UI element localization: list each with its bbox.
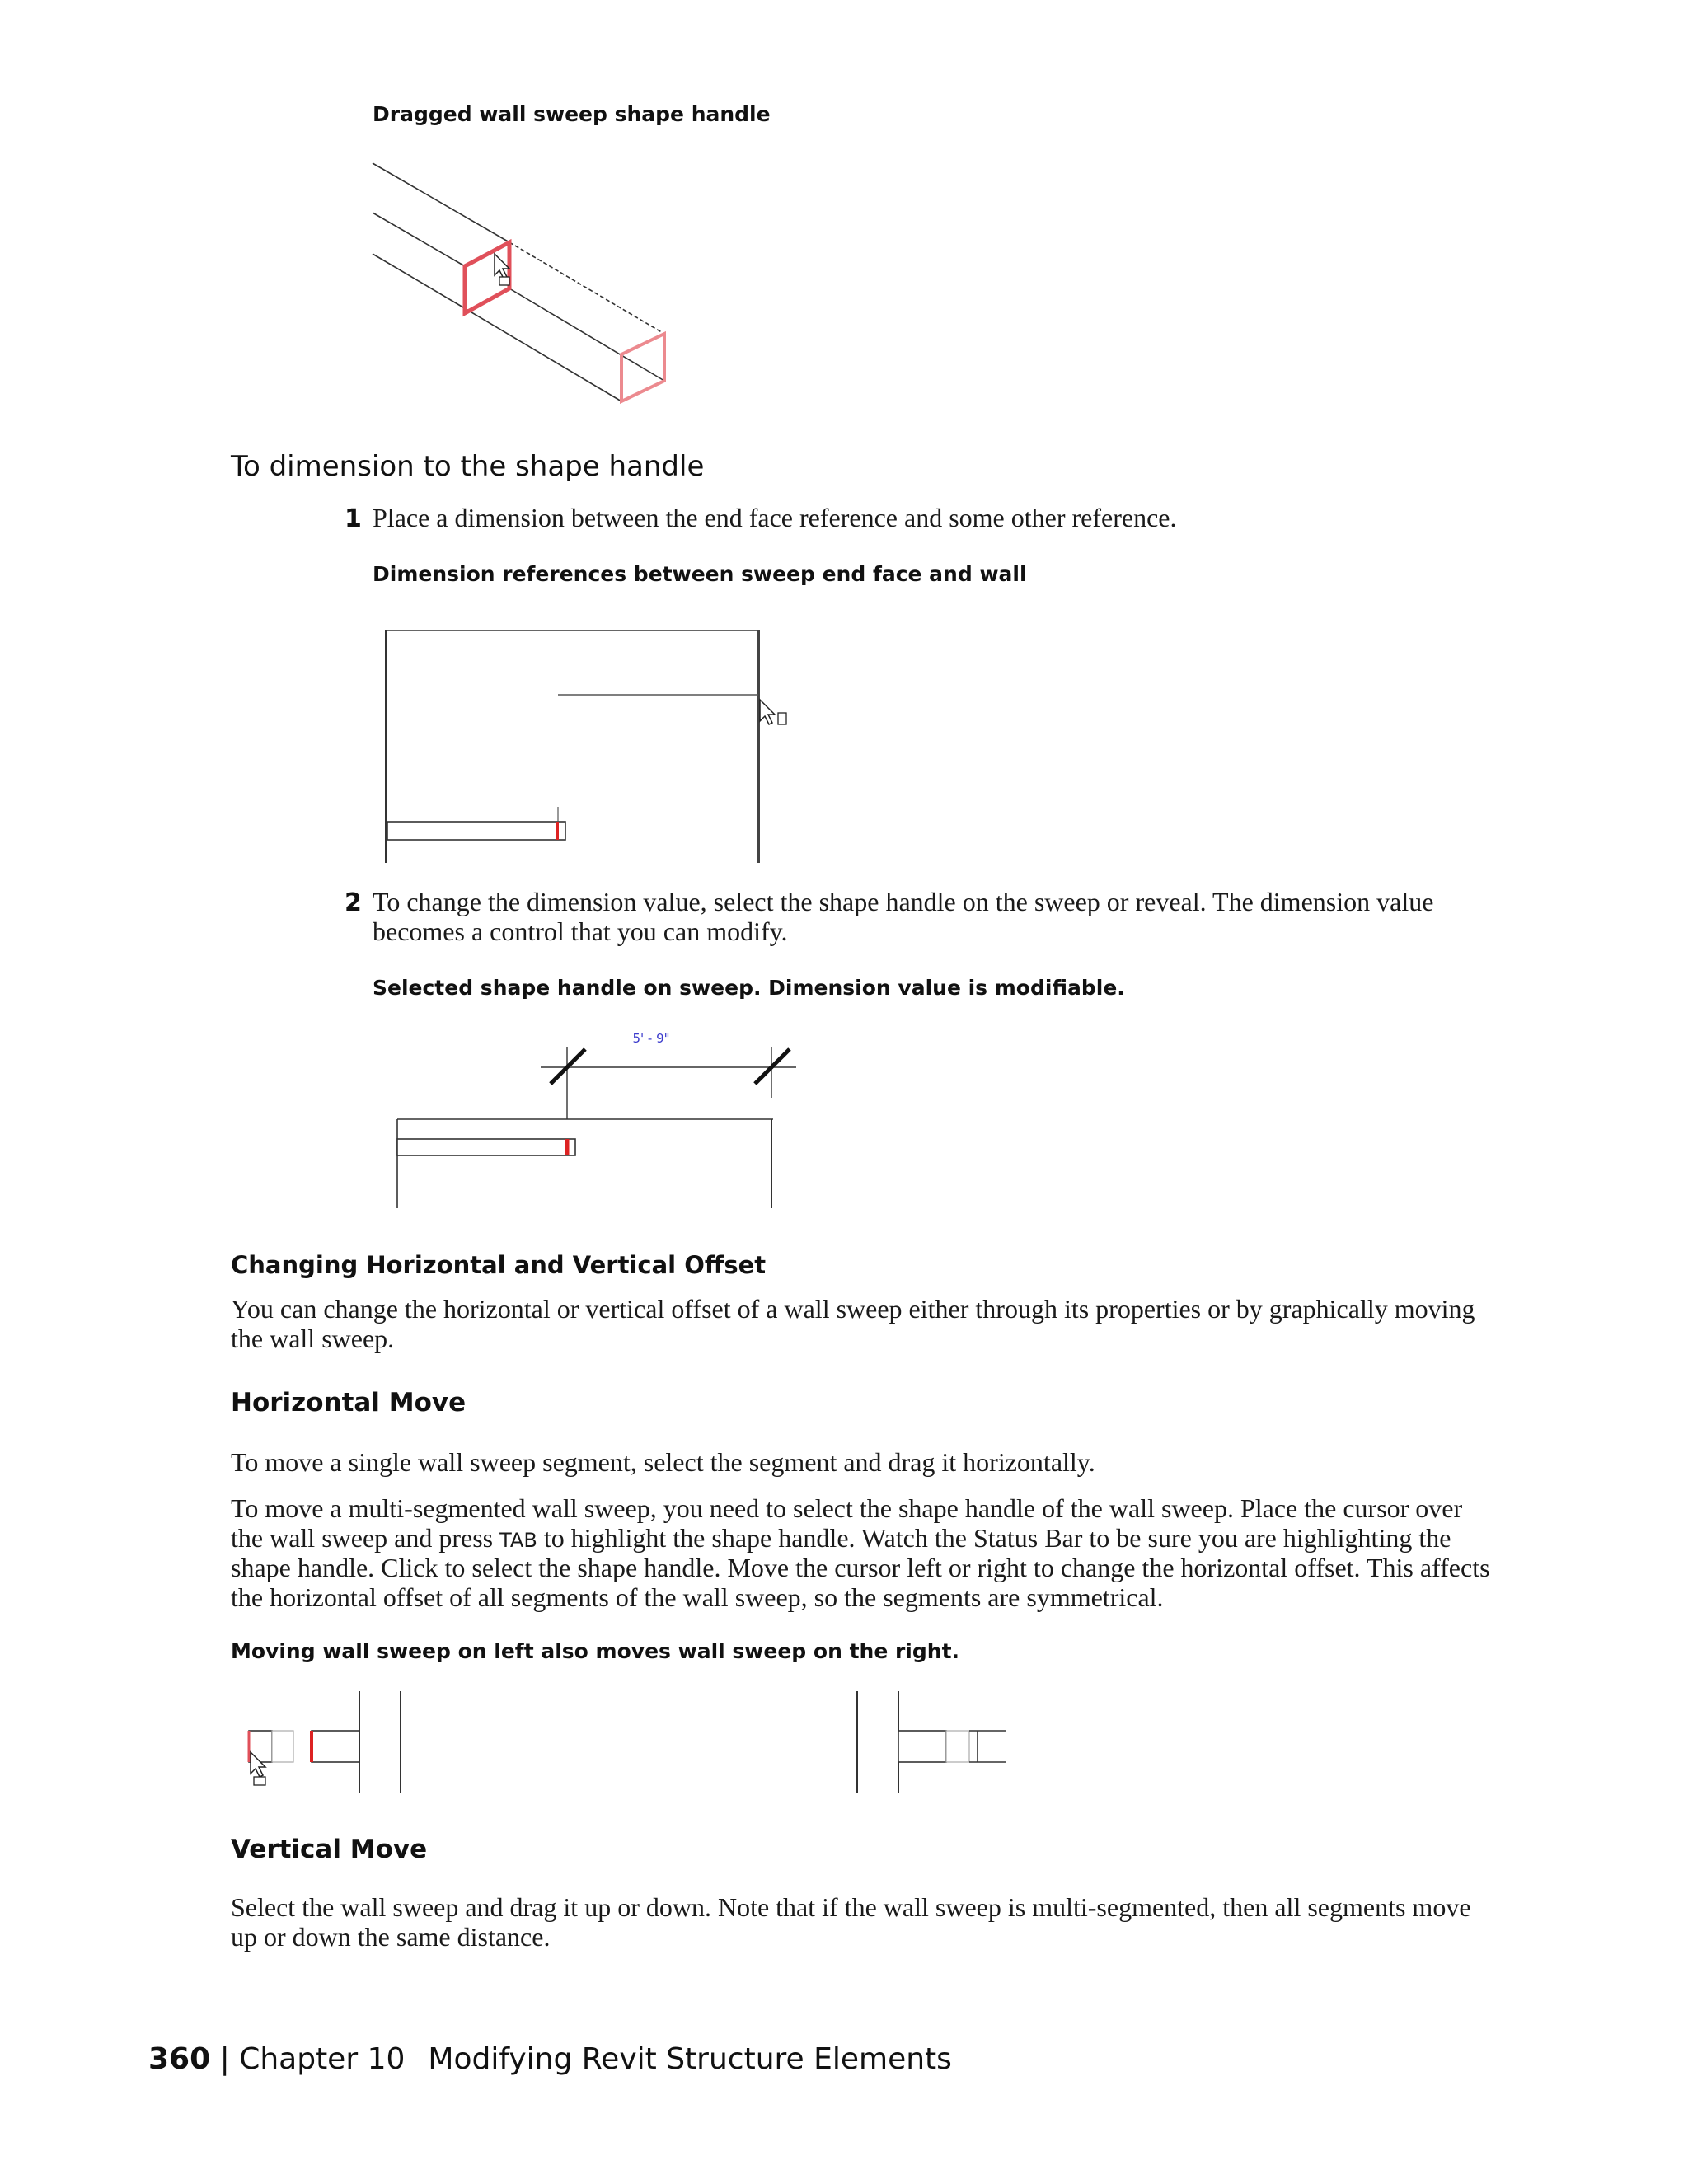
wall-sweep-3d-figure xyxy=(363,157,692,420)
dimension-value[interactable]: 5' - 9" xyxy=(632,1031,670,1046)
paragraph-line xyxy=(231,1523,1451,1555)
figure-caption: Selected shape handle on sweep. Dimension value is modifiable. xyxy=(373,976,1125,1000)
subsection-heading: Vertical Move xyxy=(231,1835,428,1864)
paragraph-line: the wall sweep. xyxy=(231,1324,395,1353)
text-segment: the wall sweep and press xyxy=(231,1523,500,1553)
paragraph-line: To move a single wall sweep segment, select the segment and drag it horizontally. xyxy=(231,1447,1095,1477)
page-footer xyxy=(148,2042,952,2076)
dimension-references-figure xyxy=(379,622,808,869)
cursor-icon xyxy=(760,700,786,724)
footer-separator: | xyxy=(219,2042,230,2076)
subsection-heading: Horizontal Move xyxy=(231,1388,467,1418)
key-label: TAB xyxy=(499,1529,537,1552)
step-number: 1 xyxy=(345,504,362,533)
procedure-heading: To dimension to the shape handle xyxy=(231,450,705,483)
cursor-icon xyxy=(495,254,509,285)
paragraph-line: To move a multi-segmented wall sweep, you need to select the shape handle of the wall sweep. Place the cursor over xyxy=(231,1493,1463,1523)
text-segment: to highlight the shape handle. Watch the Status Bar to be sure you are highlighting the xyxy=(537,1523,1451,1553)
paragraph-line: You can change the horizontal or vertical offset of a wall sweep either through its properties or by graphically moving xyxy=(231,1294,1475,1324)
paragraph-line: Select the wall sweep and drag it up or down. Note that if the wall sweep is multi-segmented, then all segments move xyxy=(231,1892,1471,1922)
figure-caption: Moving wall sweep on left also moves wall sweep on the right. xyxy=(231,1639,960,1663)
horizontal-move-figure xyxy=(239,1690,1030,1797)
step-text-line: becomes a control that you can modify. xyxy=(373,916,788,946)
step-text-line: To change the dimension value, select the shape handle on the sweep or reveal. The dimension value xyxy=(373,887,1434,916)
step-number: 2 xyxy=(345,888,362,917)
paragraph-line: the horizontal offset of all segments of the wall sweep, so the segments are symmetrical. xyxy=(231,1582,1164,1612)
chapter-label: Chapter 10 xyxy=(239,2042,406,2076)
paragraph-line: up or down the same distance. xyxy=(231,1922,551,1952)
chapter-title: Modifying Revit Structure Elements xyxy=(428,2042,952,2076)
section-heading: Changing Horizontal and Vertical Offset xyxy=(231,1251,767,1279)
selected-handle-dimension-figure xyxy=(387,1022,816,1212)
paragraph-line: shape handle. Click to select the shape handle. Move the cursor left or right to change the horizontal offset. This affects xyxy=(231,1553,1490,1582)
figure-caption: Dimension references between sweep end face and wall xyxy=(373,562,1027,586)
page-number: 360 xyxy=(148,2042,211,2076)
figure-caption: Dragged wall sweep shape handle xyxy=(373,102,771,126)
step-text: Place a dimension between the end face reference and some other reference. xyxy=(373,503,1177,532)
